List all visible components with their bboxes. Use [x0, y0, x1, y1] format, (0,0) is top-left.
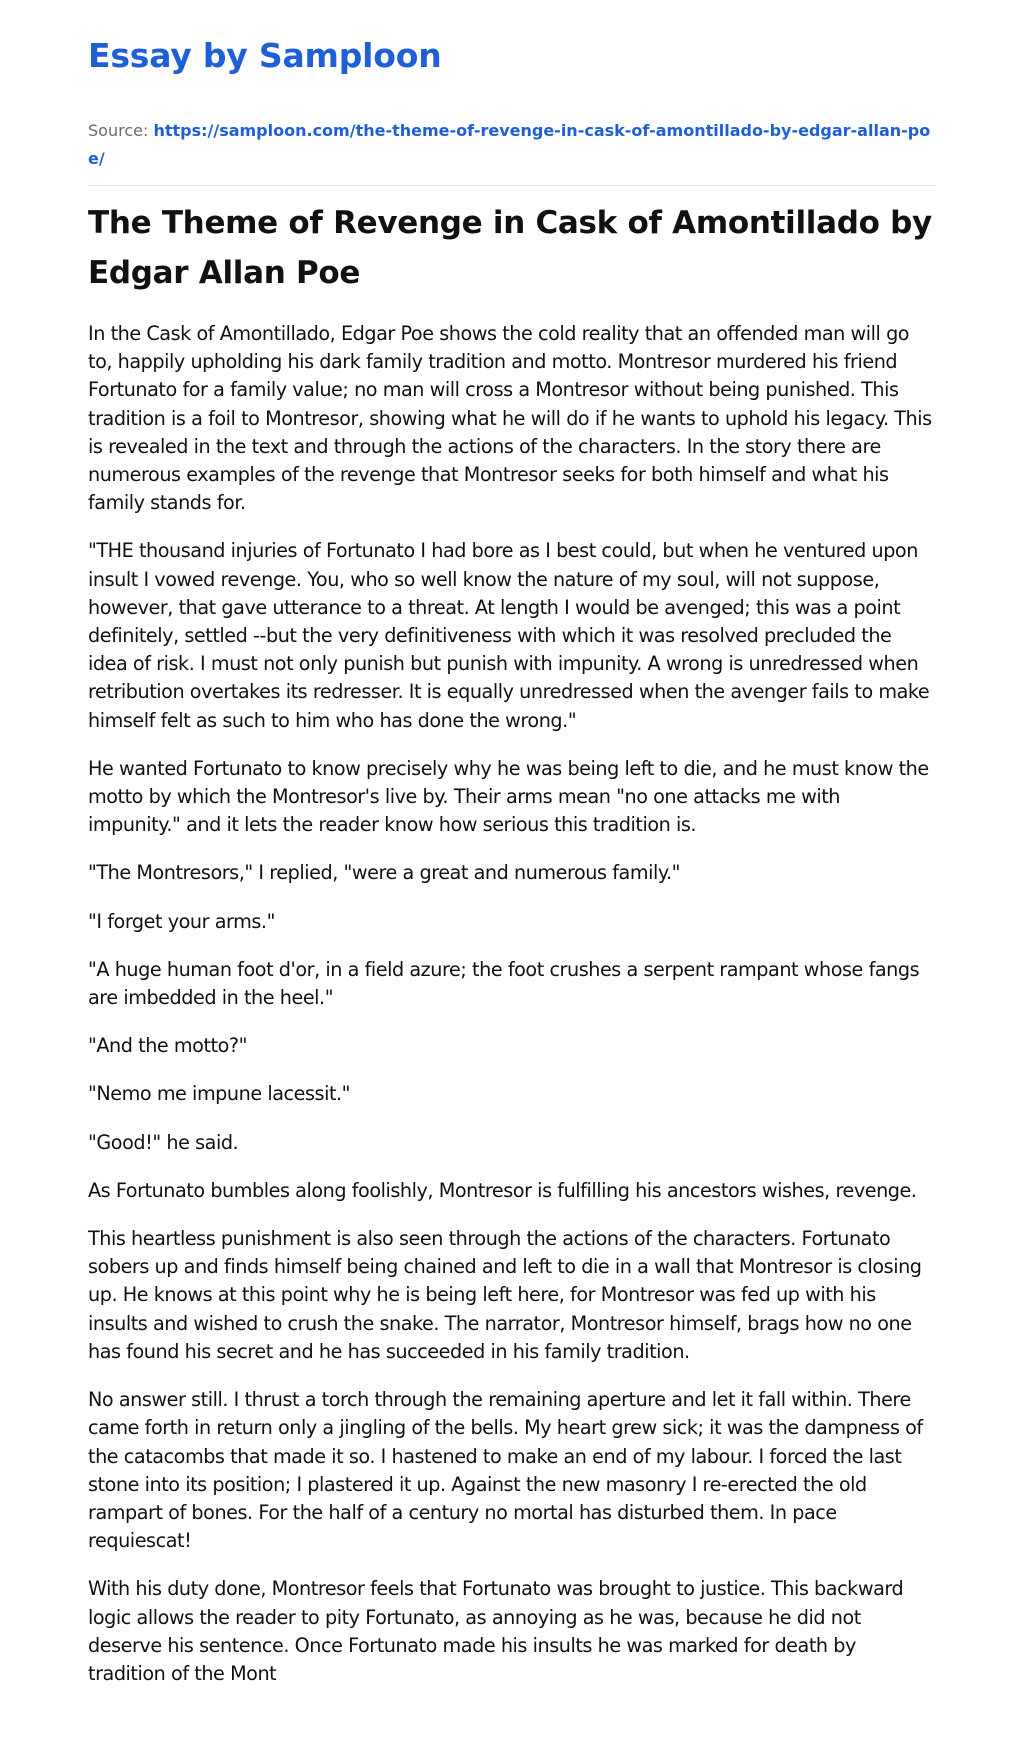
source-link[interactable]: https://samploon.com/the-theme-of-revenge-in-cask-of-amontillado-by-edgar-allan-poe/	[88, 121, 931, 168]
essay-paragraph: This heartless punishment is also seen through the actions of the characters. Fortunato sobers up and finds himself being chained and left to die in a wall that Montresor is closing up. He knows at this point why he is being left here, for Montresor was fed up with his insults and wished to crush the snake. The narrator, Montresor himself, brags how no one has found his secret and he has succeeded in his family tradition.	[88, 1227, 922, 1363]
essay-paragraph: "And the motto?"	[88, 1034, 248, 1058]
essay-paragraph: "Nemo me impune lacessit."	[88, 1082, 351, 1106]
essay-paragraph: In the Cask of Amontillado, Edgar Poe shows the cold reality that an offended man will go to, happily upholding his dark family tradition and motto. Montresor murdered his friend Fortunato for a family value; no man will cross a Montresor without being punished. This tradition is a foil to Montresor, showing what he will do if he wants to uphold his legacy. This is revealed in the text and through the actions of the characters. In the story there are numerous examples of the revenge that Montresor seeks for both himself and what his family stands for.	[88, 322, 932, 515]
header-divider	[88, 185, 936, 186]
essay-paragraph: "Good!" he said.	[88, 1130, 239, 1154]
essay-paragraph: "THE thousand injuries of Fortunato I had bore as I best could, but when he ventured upon insult I vowed revenge. You, who so well know the nature of my soul, will not suppose, however, that gave utterance to a threat. At length I would be avenged; this was a point definitely, settled --but the very definitiveness with which it was resolved precluded the idea of risk. I must not only punish but punish with impunity. A wrong is unredressed when retribution overtakes its redresser. It is equally unredressed when the avenger fails to make himself felt as such to him who has done the wrong."	[88, 539, 930, 732]
essay-paragraph: He wanted Fortunato to know precisely why he was being left to die, and he must know the motto by which the Montresor's live by. Their arms mean "no one attacks me with impunity." and it lets the reader know how serious this tradition is.	[88, 756, 929, 837]
source-label: Source:	[88, 121, 149, 140]
essay-title: The Theme of Revenge in Cask of Amontillado by Edgar Allan Poe	[88, 205, 932, 291]
essay-paragraph: "A huge human foot d'or, in a field azure; the foot crushes a serpent rampant whose fangs are imbedded in the heel."	[88, 957, 920, 1010]
essay-paragraph: "The Montresors," I replied, "were a great and numerous family."	[88, 861, 681, 885]
essay-paragraph: With his duty done, Montresor feels that Fortunato was brought to justice. This backward logic allows the reader to pity Fortunato, as annoying as he was, because he did not deserve his sentence. Once Fortunato made his insults he was marked for death by tradition of the Mont	[88, 1577, 904, 1685]
essay-paragraph: No answer still. I thrust a torch through the remaining aperture and let it fall within. There came forth in return only a jingling of the bells. My heart grew sick; it was the dampness of the catacombs that made it so. I hastened to make an end of my labour. I forced the last stone into its position; I plastered it up. Against the new masonry I re-erected the old rampart of bones. For the half of a century no mortal has disturbed them. In pace requiescat!	[88, 1388, 923, 1553]
essay-paragraph: "I forget your arms."	[88, 909, 275, 933]
essay-paragraph: As Fortunato bumbles along foolishly, Montresor is fulfilling his ancestors wishes, revenge.	[88, 1178, 917, 1202]
source-line	[88, 117, 938, 173]
site-title: Essay by Samploon	[88, 36, 442, 75]
essay-body	[88, 320, 936, 1688]
